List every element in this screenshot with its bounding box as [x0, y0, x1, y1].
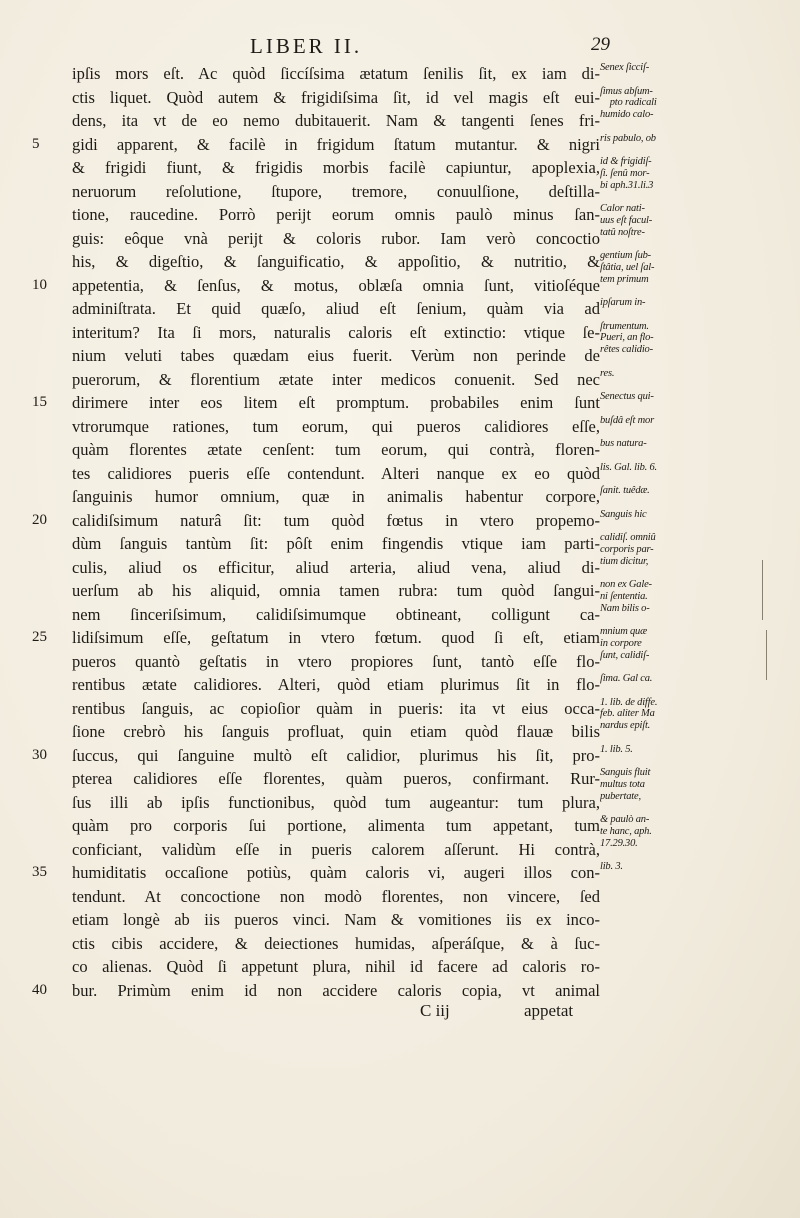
margin-note: tem primum: [600, 273, 649, 285]
line-text: ctis cibis accidere, & deiectiones humidas, aſperáſque, & à ſuc-: [72, 933, 600, 953]
text-line: [72, 227, 600, 251]
text-line: [72, 908, 600, 932]
text-line: [32, 274, 600, 298]
line-number: 20: [32, 511, 47, 528]
line-number: 30: [32, 746, 47, 763]
line-text: rentibus ſanguis, ac copioſior quàm in pueris: ita vt eius occa-: [72, 698, 600, 718]
text-line: [72, 767, 600, 791]
margin-note: non ex Gale- ni ſententia.: [600, 579, 652, 602]
line-text: appetentia, & ſenſus, & motus, oblæſa omnia ſunt, vitioſéque: [72, 275, 600, 295]
line-number: 5: [32, 135, 40, 152]
text-line: [72, 673, 600, 697]
line-text: pterea calidiores eſſe florentes, quàm pueros, confirmant. Rur-: [72, 769, 600, 788]
line-text: neruorum reſolutione, ſtupore, tremore, conuulſione, deſtilla-: [72, 181, 600, 201]
text-line: [72, 180, 600, 204]
margin-note: [600, 979, 692, 1003]
margin-note: id & frigidiſ- ſi. ſenû mor-: [600, 156, 652, 179]
text-line: [72, 603, 600, 627]
text-line: [72, 368, 600, 392]
margin-note: 17.29.30.: [600, 837, 638, 849]
line-text: ſus illi ab ipſis functionibus, quòd tum augeantur: tum plura,: [72, 792, 600, 812]
margin-note: bi aph.31.li.3: [600, 179, 654, 191]
line-text: ipſis mors eſt. Ac quòd ſiccíſsima ætatum ſenilis ſit, ex iam di-: [72, 64, 600, 83]
line-text: lidiſsimum eſſe, geſtatum in vtero fœtum. quod ſi eſt, etiam: [72, 628, 600, 647]
text-line: [72, 556, 600, 580]
line-text: his, & digeſtio, & ſanguificatio, & appoſitio, & nutritio, &: [72, 252, 600, 271]
text-line: [72, 814, 600, 838]
text-line: [72, 579, 600, 603]
margin-note: Nam bilis o-: [600, 602, 650, 614]
line-text: calidiſsimum naturâ ſit: tum quòd fœtus in vtero propemo-: [72, 510, 600, 530]
margin-note: tatû noſtre-: [600, 226, 645, 238]
margin-note: [600, 885, 692, 909]
margin-note: Calor nati- uus eſt facul-: [600, 203, 653, 226]
line-text: ctis liquet. Quòd autem & frigidiſsima ſit, id vel magis eſt eui-: [72, 87, 600, 107]
margin-note: tium dicitur,: [600, 555, 649, 567]
margin-note: ſanit. tuêdæ.: [600, 485, 650, 496]
text-line: [72, 297, 600, 321]
line-text: pueros quantò geſtatis in vtero propiores ſunt, tantò eſſe flo-: [72, 651, 600, 671]
margin-note: Sanguis fluit multus tota: [600, 767, 651, 790]
running-head: [250, 34, 610, 58]
text-line: [72, 415, 600, 439]
text-line: [72, 203, 600, 227]
line-number: 15: [32, 394, 47, 410]
text-line: [32, 979, 600, 1003]
line-text: conficiant, validùm eſſe in pueris calorem aſſerunt. Hi contrà,: [72, 839, 600, 859]
line-text: adminiſtrata. Et quid quæſo, aliud eſt ſenium, quàm via ad: [72, 299, 600, 318]
margin-notes-column: [600, 62, 692, 1002]
line-text: tes calidiores pueris eſſe contendunt. Alteri nanque ex eo quòd: [72, 463, 600, 483]
margin-note: ſunt, calidiſ-: [600, 649, 650, 661]
text-line: [72, 62, 600, 86]
margin-note: [600, 955, 692, 979]
margin-note: res.: [600, 367, 615, 379]
line-text: quàm pro corporis ſui portione, alimenta tum appetant, tum: [72, 816, 600, 835]
margin-note: 1. lib. de diffe. feb. aliter Ma: [600, 696, 658, 719]
line-text: etiam longè ab iis pueros vinci. Nam & vomitiones iis ex inco-: [72, 910, 600, 929]
line-text: ſuccus, qui ſanguine multò eſt calidior, plurimus his ſit, pro-: [72, 745, 600, 765]
text-line: [72, 791, 600, 815]
catchword: appetat: [524, 1001, 574, 1020]
line-text: ſione crebrò his ſanguis profluat, quin etiam quòd flauæ bilis: [72, 722, 600, 741]
line-text: & frigidi fiunt, & frigidis morbis facilè capiuntur, apoplexia,: [72, 158, 600, 177]
margin-note: buſdâ eſt mor: [600, 414, 654, 426]
margin-note: [600, 932, 692, 956]
margin-note: pubertate,: [600, 790, 641, 802]
margin-note: 1. lib. 5.: [600, 743, 633, 755]
text-line: [32, 133, 600, 157]
margin-note: ſtrumentum. Pueri, an flo-: [600, 320, 654, 343]
text-line: [72, 838, 600, 862]
line-text: humiditatis occaſione potiùs, quàm caloris vi, augeri illos con-: [72, 863, 600, 882]
line-text: nem ſinceriſsimum, calidiſsimumque obtineant, colligunt ca-: [72, 604, 600, 624]
text-line: [72, 955, 600, 979]
text-line: [72, 885, 600, 909]
line-number: 40: [32, 981, 47, 998]
text-line: [72, 932, 600, 956]
text-line: [72, 86, 600, 110]
margin-note: ipſarum in-: [600, 297, 646, 308]
text-line: [72, 250, 600, 274]
text-line: [72, 462, 600, 486]
text-line: [72, 156, 600, 180]
text-line: [72, 532, 600, 556]
margin-note: bus natura-: [600, 438, 647, 449]
line-text: co alienas. Quòd ſi appetunt plura, nihil id facere ad caloris ro-: [72, 957, 600, 976]
running-title: LIBER II.: [250, 34, 363, 58]
line-text: bur. Primùm enim id non accidere caloris copia, vt animal: [72, 980, 600, 1000]
margin-note: lis. Gal. lib. 6.: [600, 461, 657, 473]
page-edge-marks: [762, 560, 782, 700]
body-text-column: [32, 62, 600, 1002]
line-text: ſanguinis humor omnium, quæ in animalis habentur corpore,: [72, 487, 600, 506]
line-text: rentibus ætate calidiores. Alteri, quòd etiam plurimus ſit in flo-: [72, 675, 600, 694]
signature-mark: C iij: [420, 1001, 450, 1020]
margin-note: rêtes calidio-: [600, 344, 653, 355]
margin-note: gentium ſub- ſtâtia, uel ſal-: [600, 250, 655, 273]
text-line: [72, 650, 600, 674]
text-line: [32, 744, 600, 768]
line-text: tione, raucedine. Porrò perijt eorum omnis paulò minus ſan-: [72, 205, 600, 224]
margin-note: Sanguis hic: [600, 508, 647, 520]
line-number: 35: [32, 864, 47, 880]
line-text: tendunt. At concoctione non modò florentes, non vincere, ſed: [72, 886, 600, 906]
line-number: 25: [32, 629, 47, 645]
line-number: 10: [32, 276, 47, 293]
text-line: [32, 391, 600, 415]
margin-note: Senex ſicciſ-: [600, 62, 649, 73]
line-text: dùm ſanguis tantùm ſit: pôſt enim fingendis vtique iam parti-: [72, 534, 600, 553]
margin-note: lib. 3.: [600, 861, 623, 872]
line-text: dens, ita vt de eo nemo dubitauerit. Nam & tangenti ſenes fri-: [72, 111, 600, 130]
margin-note: & paulò an- te hanc, aph.: [600, 814, 652, 837]
margin-note: [600, 908, 692, 932]
text-line: [72, 321, 600, 345]
text-line: [32, 509, 600, 533]
line-text: puerorum, & florentium ætate inter medicos conuenit. Sed nec: [72, 369, 600, 389]
margin-note: ſimus abſum- pto radicali: [600, 85, 657, 108]
line-text: culis, aliud os efficitur, aliud arteria, aliud vena, aliud di-: [72, 557, 600, 577]
line-text: vtrorumque rationes, tum eorum, qui pueros calidiores eſſe,: [72, 416, 600, 436]
text-line: [32, 861, 600, 885]
line-text: gidi apparent, & facilè in frigidum ſtatum mutantur. & nigri: [72, 134, 600, 154]
margin-note: mnium quæ in corpore: [600, 626, 647, 649]
text-line: [72, 344, 600, 368]
line-text: quàm florentes ætate cenſent: tum eorum, qui contrà, floren-: [72, 440, 600, 459]
text-line: [72, 109, 600, 133]
text-line: [72, 438, 600, 462]
text-line: [32, 626, 600, 650]
page-number: 29: [591, 34, 610, 55]
margin-note: nardus epiſt.: [600, 720, 651, 731]
text-line: [72, 697, 600, 721]
line-text: uerſum ab his aliquid, omnia tamen rubra: tum quòd ſangui-: [72, 581, 600, 600]
line-text: interitum? Ita ſi mors, naturalis caloris eſt extinctio: vtique ſe-: [72, 322, 600, 342]
line-text: dirimere inter eos litem eſt promptum. probabiles enim ſunt: [72, 393, 600, 412]
margin-note: humido calo-: [600, 109, 654, 120]
margin-note: Senectus qui-: [600, 391, 654, 402]
line-text: nium veluti tabes quædam eius fuerit. Verùm non perinde de: [72, 346, 600, 365]
text-line: [72, 720, 600, 744]
text-line: [72, 485, 600, 509]
margin-note: calidiſ. omniû corporis par-: [600, 532, 656, 555]
margin-note: ris pabulo, ob: [600, 132, 656, 144]
margin-note: ſima. Gal ca.: [600, 673, 653, 684]
line-text: guis: eôque vnà perijt & coloris rubor. Iam verò concoctio: [72, 228, 600, 248]
